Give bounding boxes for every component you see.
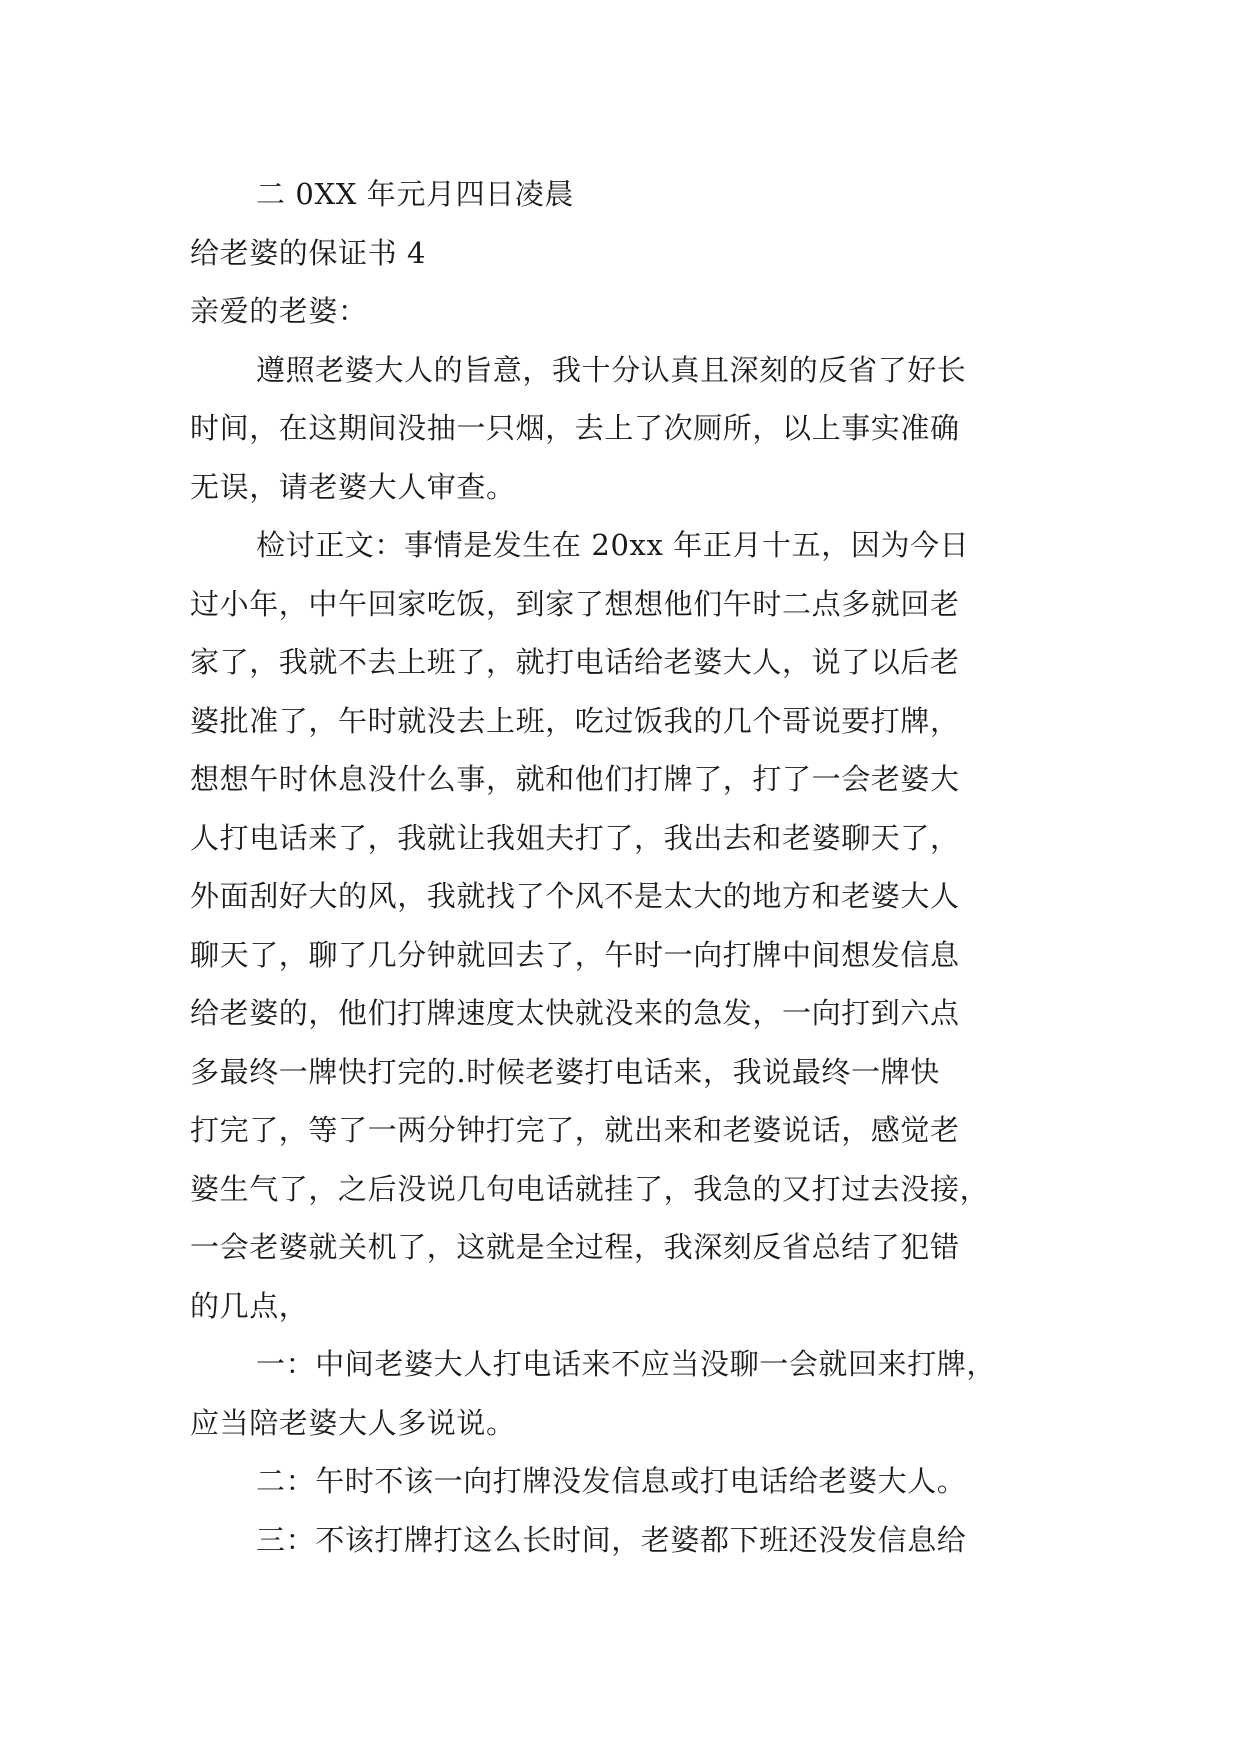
text-line: 二：午时不该一向打牌没发信息或打电话给老婆大人。 — [256, 1464, 967, 1498]
text-line: 一会老婆就关机了，这就是全过程，我深刻反省总结了犯错 — [190, 1230, 960, 1264]
text-line: 无误，请老婆大人审查。 — [190, 469, 516, 504]
text-line: 婆批准了，午时就没去上班，吃过饭我的几个哥说要打牌， — [190, 703, 960, 738]
text-line: 聊天了，聊了几分钟就回去了，午时一向打牌中间想发信息 — [190, 937, 960, 972]
text-line: 检讨正文：事情是发生在 20xx 年正月十五，因为今日 — [256, 528, 970, 562]
text-line: 时间，在这期间没抽一只烟，去上了次厕所，以上事实准确 — [190, 411, 960, 445]
document-body — [190, 165, 1062, 1569]
text-line: 打完了，等了一两分钟打完了，就出来和老婆说话，感觉老 — [190, 1113, 960, 1147]
text-line: 家了，我就不去上班了，就打电话给老婆大人，说了以后老 — [190, 645, 960, 679]
salutation: 亲爱的老婆： — [190, 294, 368, 328]
text-line: 遵照老婆大人的旨意，我十分认真且深刻的反省了好长 — [256, 352, 967, 387]
letter-text — [190, 341, 1062, 1570]
section-title: 给老婆的保证书 4 — [190, 235, 427, 270]
text-line: 给老婆的，他们打牌速度太快就没来的急发，一向打到六点 — [190, 996, 960, 1030]
text-line: 人打电话来了，我就让我姐夫打了，我出去和老婆聊天了， — [190, 820, 960, 855]
text-line: 婆生气了，之后没说几句电话就挂了，我急的又打过去没接， — [190, 1171, 990, 1206]
text-line: 外面刮好大的风，我就找了个风不是太大的地方和老婆大人 — [190, 879, 960, 913]
date-line: 二 0XX 年元月四日凌晨 — [256, 177, 574, 211]
text-line: 三：不该打牌打这么长时间，老婆都下班还没发信息给 — [256, 1522, 967, 1557]
text-line: 过小年，中午回家吃饭，到家了想想他们午时二点多就回老 — [190, 586, 960, 621]
text-line: 应当陪老婆大人多说说。 — [190, 1405, 516, 1440]
text-line: 多最终一牌快打完的.时候老婆打电话来，我说最终一牌快 — [190, 1054, 940, 1089]
text-line: 的几点， — [190, 1288, 309, 1323]
text-line: 一：中间老婆大人打电话来不应当没聊一会就回来打牌， — [256, 1347, 997, 1381]
text-line: 想想午时休息没什么事，就和他们打牌了，打了一会老婆大 — [190, 762, 960, 796]
